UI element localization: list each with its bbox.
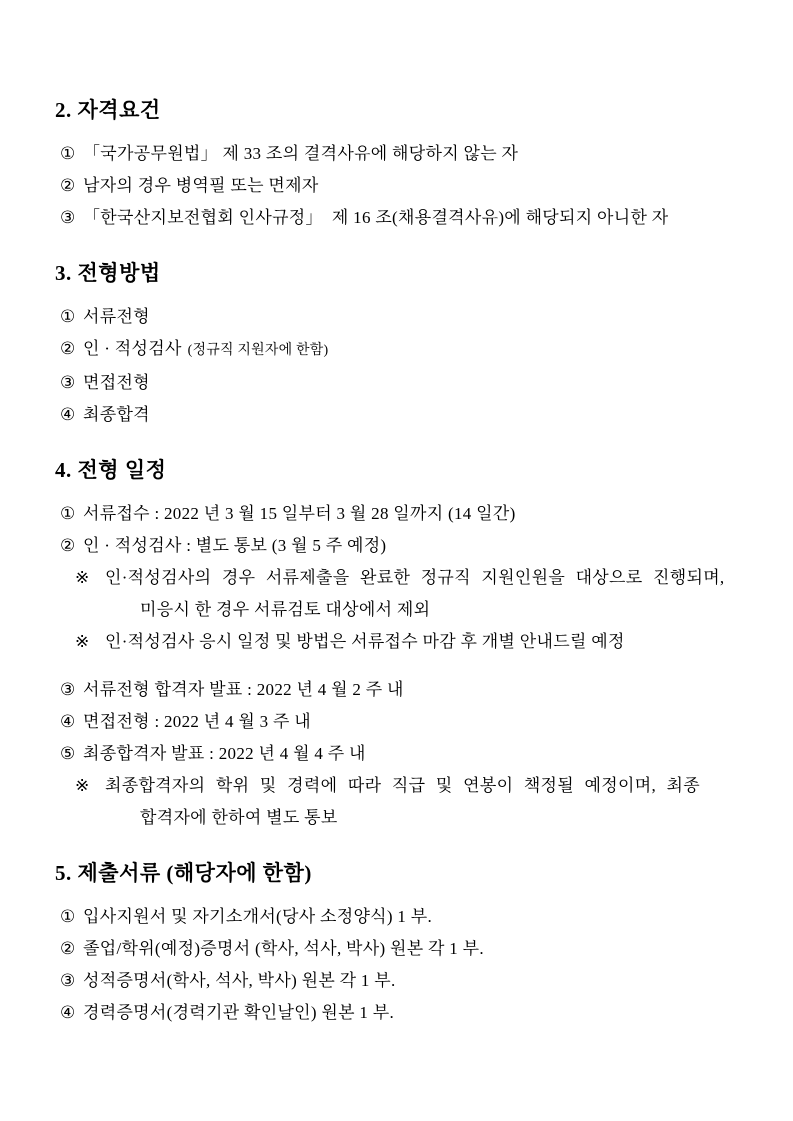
item-marker: ④ [60,1003,76,1022]
item-marker: ③ [60,971,76,990]
item-marker: ② [60,939,76,958]
item-marker: ② [60,339,76,358]
reference-mark: ※ [75,632,90,651]
item-text: 면접전형 : 2022 년 4 월 3 주 내 [83,712,311,731]
list-item [55,933,743,965]
item-text: 「한국산지보전협회 인사규정」 제 16 조(채용결격사유)에 해당되지 아니한 자 [83,208,669,227]
item-text: 경력증명서(경력기관 확인날인) 원본 1 부. [83,1003,395,1022]
item-marker: ③ [60,680,76,699]
list-item [55,706,743,738]
reference-mark: ※ [75,568,90,587]
item-text: 최종합격자의 학위 및 경력에 따라 직급 및 연봉이 책정될 예정이며, 최종 [105,776,700,795]
item-text: 남자의 경우 병역필 또는 면제자 [83,176,319,195]
list-item [55,530,743,562]
list-item [55,202,743,234]
item-marker: ① [60,504,76,523]
list-subnote [55,562,743,594]
list-item [55,901,743,933]
list-item [55,498,743,530]
list-subnote-continuation [55,802,743,834]
list-item [55,674,743,706]
list-item [55,965,743,997]
item-marker: ① [60,144,76,163]
section-heading: 2. 자격요건 [55,98,161,122]
item-text: 최종합격 [83,405,150,424]
list-item [55,333,743,367]
list-subnote [55,626,743,658]
item-marker: ① [60,907,76,926]
item-text: 「국가공무원법」 제 33 조의 결격사유에 해당하지 않는 자 [83,144,519,163]
list-item [55,997,743,1029]
item-text: 서류전형 [83,307,150,326]
item-text: 면접전형 [83,373,150,392]
item-marker: ② [60,176,76,195]
section-heading: 3. 전형방법 [55,261,161,285]
list-subnote [55,770,743,802]
section-qualifications [55,97,743,234]
section-heading: 5. 제출서류 (해당자에 한함) [55,861,312,885]
list-item [55,367,743,399]
reference-mark: ※ [75,776,90,795]
item-text: 졸업/학위(예정)증명서 (학사, 석사, 박사) 원본 각 1 부. [83,939,484,958]
item-text: 인·적성검사 응시 일정 및 방법은 서류접수 마감 후 개별 안내드릴 예정 [105,632,625,651]
section-selection-method [55,260,743,431]
item-text: 미응시 한 경우 서류검토 대상에서 제외 [140,600,431,619]
item-marker: ② [60,536,76,555]
item-text: 인 · 적성검사 [83,339,182,358]
item-text: 인·적성검사의 경우 서류제출을 완료한 정규직 지원인원을 대상으로 진행되며, [105,568,725,587]
section-required-documents [55,860,743,1029]
item-text: 서류접수 : 2022 년 3 월 15 일부터 3 월 28 일까지 (14 일간) [83,504,516,523]
item-text: 최종합격자 발표 : 2022 년 4 월 4 주 내 [83,744,366,763]
item-text: 합격자에 한하여 별도 통보 [140,808,338,827]
item-marker: ③ [60,208,76,227]
item-text: 입사지원서 및 자기소개서(당사 소정양식) 1 부. [83,907,433,926]
list-item [55,399,743,431]
list-subnote-continuation [55,594,743,626]
list-item [55,301,743,333]
item-marker: ④ [60,712,76,731]
item-marker: ① [60,307,76,326]
list-item [55,170,743,202]
list-item [55,738,743,770]
list-item [55,138,743,170]
item-marker: ④ [60,405,76,424]
item-marker: ⑤ [60,744,76,763]
item-marker: ③ [60,373,76,392]
item-text: 성적증명서(학사, 석사, 박사) 원본 각 1 부. [83,971,396,990]
item-note: (정규직 지원자에 한함) [187,343,329,358]
item-text: 인 · 적성검사 : 별도 통보 (3 월 5 주 예정) [83,536,387,555]
item-text: 서류전형 합격자 발표 : 2022 년 4 월 2 주 내 [83,680,404,699]
section-heading: 4. 전형 일정 [55,458,167,482]
section-schedule [55,457,743,834]
